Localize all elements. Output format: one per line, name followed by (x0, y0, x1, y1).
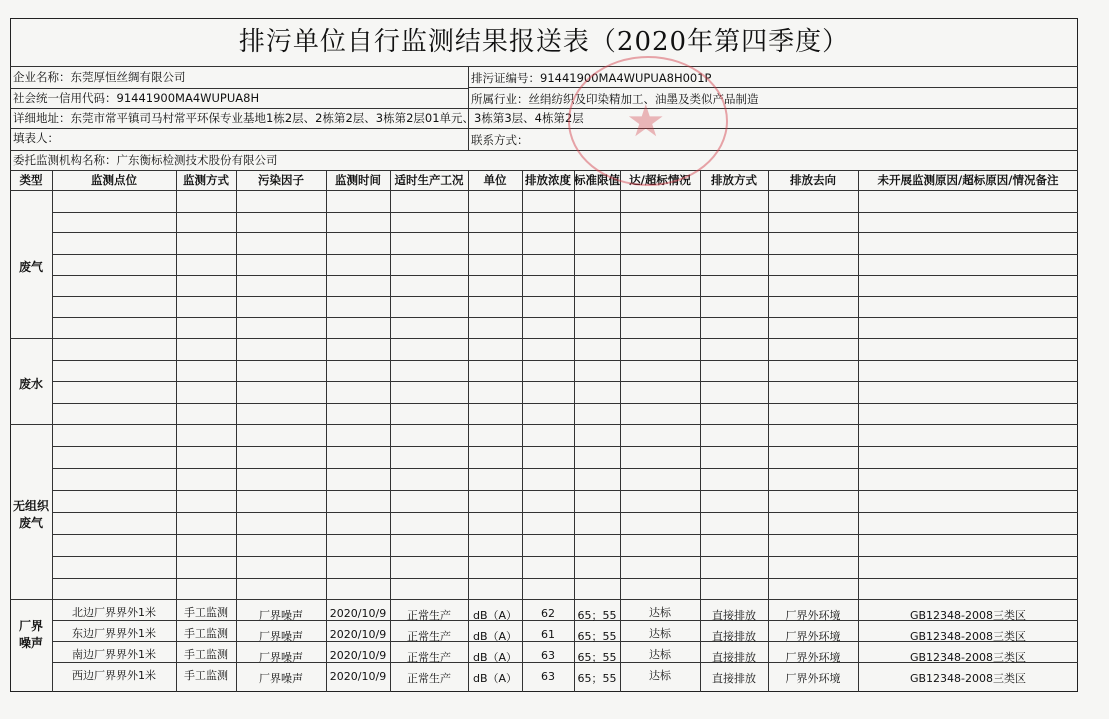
industry: 所属行业：丝绢纺织及印染精加工、油墨及类似产品制造 (471, 92, 759, 106)
divider (468, 87, 1078, 88)
noise-limit: 65；55 (577, 609, 617, 622)
grid-row-line (52, 381, 1078, 382)
col-discharge: 排放方式 (711, 173, 757, 187)
noise-condition: 正常生产 (407, 609, 451, 622)
grid-row-line (52, 403, 1078, 404)
col-limit: 标准限值 (574, 173, 620, 187)
noise-discharge: 直接排放 (712, 672, 756, 685)
type-noise: 厂界 噪声 (18, 619, 43, 650)
credit-code: 社会统一信用代码：91441900MA4WUPUA8H (13, 91, 260, 105)
noise-value: 61 (541, 628, 555, 641)
noise-destination: 厂界外环境 (785, 630, 841, 643)
noise-status: 达标 (649, 627, 671, 640)
seal-star-icon: ★ (626, 96, 666, 147)
noise-destination: 厂界外环境 (785, 672, 841, 685)
grid-row-line (10, 424, 1078, 425)
noise-factor: 厂界噪声 (259, 651, 303, 664)
noise-note: GB12348-2008三类区 (909, 651, 1027, 664)
type-waste-gas: 废气 (18, 260, 43, 274)
noise-unit: dB（A） (472, 651, 518, 664)
grid-row-line (52, 490, 1078, 491)
grid-row-line (52, 232, 1078, 233)
noise-status: 达标 (649, 606, 671, 619)
noise-destination: 厂界外环境 (785, 651, 841, 664)
col-date: 监测时间 (335, 173, 381, 187)
col-destination: 排放去向 (790, 173, 836, 187)
noise-condition: 正常生产 (407, 630, 451, 643)
noise-note: GB12348-2008三类区 (909, 609, 1027, 622)
noise-method: 手工监测 (184, 627, 228, 640)
col-point: 监测点位 (91, 173, 137, 187)
noise-limit: 65；55 (577, 630, 617, 643)
filler: 填表人： (13, 131, 59, 145)
noise-condition: 正常生产 (407, 651, 451, 664)
col-status: 达/超标情况 (629, 173, 691, 187)
noise-status: 达标 (649, 648, 671, 661)
noise-factor: 厂界噪声 (259, 609, 303, 622)
divider (10, 128, 1078, 129)
page-title: 排污单位自行监测结果报送表（2020年第四季度） (238, 27, 850, 57)
grid-row-line (10, 599, 1078, 600)
noise-value: 62 (541, 607, 555, 620)
type-fugitive-gas: 无组织 废气 (12, 499, 49, 530)
grid-row-line (52, 275, 1078, 276)
grid-row-line (52, 534, 1078, 535)
noise-method: 手工监测 (184, 606, 228, 619)
noise-condition: 正常生产 (407, 672, 451, 685)
col-type: 类型 (19, 173, 43, 187)
grid-row-line (52, 556, 1078, 557)
noise-method: 手工监测 (184, 648, 228, 661)
col-factor: 污染因子 (258, 173, 304, 187)
noise-value: 63 (541, 670, 555, 683)
grid-row-line (52, 512, 1078, 513)
noise-point: 北边厂界界外1米 (72, 606, 156, 619)
noise-point: 南边厂界界外1米 (72, 648, 156, 661)
noise-discharge: 直接排放 (712, 630, 756, 643)
noise-discharge: 直接排放 (712, 609, 756, 622)
noise-point: 东边厂界界外1米 (72, 627, 156, 640)
col-note: 未开展监测原因/超标原因/情况备注 (877, 173, 1059, 187)
address: 详细地址：东莞市常平镇司马村常平环保专业基地1栋2层、2栋第2层、3栋第2层01单元、3栋第3层、4栋第2层 (13, 111, 584, 125)
grid-row-line (52, 317, 1078, 318)
company-name: 企业名称：东莞厚恒丝绸有限公司 (13, 70, 186, 84)
noise-unit: dB（A） (472, 609, 518, 622)
noise-destination: 厂界外环境 (785, 609, 841, 622)
noise-limit: 65；55 (577, 651, 617, 664)
noise-date: 2020/10/9 (329, 670, 387, 683)
grid-row-line (52, 360, 1078, 361)
permit-number: 排污证编号：91441900MA4WUPUA8H001P (471, 71, 712, 85)
type-waste-water: 废水 (18, 377, 43, 391)
noise-note: GB12348-2008三类区 (909, 630, 1027, 643)
grid-row-line (52, 296, 1078, 297)
col-method: 监测方式 (183, 173, 229, 187)
grid-row-line (52, 212, 1078, 213)
col-value: 排放浓度 (525, 173, 571, 187)
col-condition: 适时生产工况 (394, 173, 464, 187)
grid-row-line (10, 190, 1078, 191)
noise-date: 2020/10/9 (329, 628, 387, 641)
noise-limit: 65；55 (577, 672, 617, 685)
grid-row-line (10, 338, 1078, 339)
noise-note: GB12348-2008三类区 (909, 672, 1027, 685)
noise-factor: 厂界噪声 (259, 672, 303, 685)
noise-factor: 厂界噪声 (259, 630, 303, 643)
grid-row-line (52, 446, 1078, 447)
grid-row-line (52, 254, 1078, 255)
col-unit: 单位 (483, 173, 507, 187)
noise-point: 西边厂界界外1米 (72, 669, 156, 682)
noise-method: 手工监测 (184, 669, 228, 682)
noise-status: 达标 (649, 669, 671, 682)
noise-date: 2020/10/9 (329, 607, 387, 620)
grid-row-line (52, 468, 1078, 469)
contact: 联系方式： (471, 133, 529, 147)
noise-discharge: 直接排放 (712, 651, 756, 664)
noise-date: 2020/10/9 (329, 649, 387, 662)
divider (10, 170, 1078, 171)
agency: 委托监测机构名称：广东衡标检测技术股份有限公司 (13, 153, 278, 167)
grid-row-line (52, 578, 1078, 579)
noise-value: 63 (541, 649, 555, 662)
noise-unit: dB（A） (472, 630, 518, 643)
noise-unit: dB（A） (472, 672, 518, 685)
